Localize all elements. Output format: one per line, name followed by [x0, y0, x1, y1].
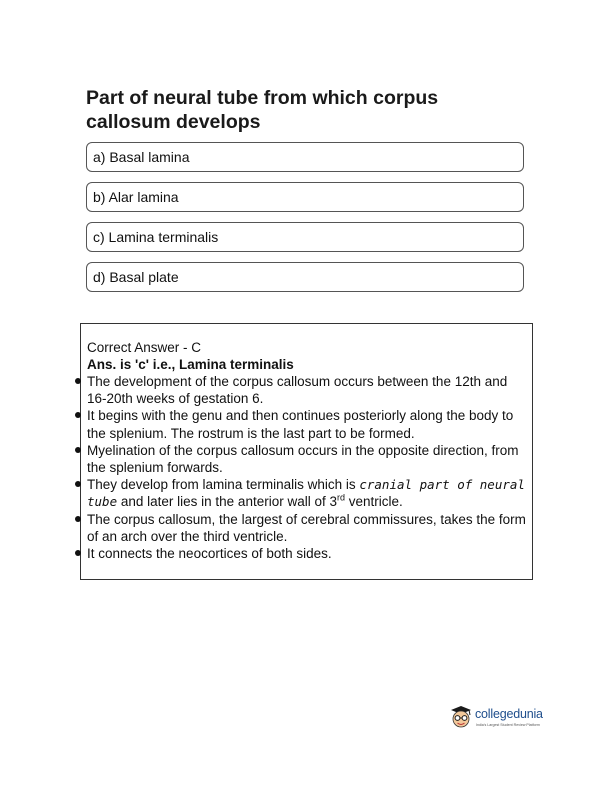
bullet-text-4-post: ventricle. [345, 494, 403, 510]
bullet-text-1: The development of the corpus callosum occurs between the 12th and 16-20th weeks of gestation 6. [87, 374, 508, 407]
bullet-text-4-italic: cranial part of neural tube [87, 477, 525, 510]
logo-tagline: India's Largest Student Review Platform [476, 723, 540, 727]
explanation-list [87, 373, 527, 562]
mascot-icon [449, 704, 473, 730]
correct-answer: Correct Answer - C [87, 340, 202, 355]
list-item [87, 373, 527, 407]
list-item [87, 476, 527, 510]
question-title: Part of neural tube from which corpus callosum develops [86, 87, 439, 133]
answer-heading: Ans. is 'c' i.e., Lamina terminalis [87, 357, 294, 372]
bullet-text-6: It connects the neocortices of both sides. [87, 546, 332, 562]
option-d[interactable]: d) Basal plate [86, 262, 524, 292]
bullet-text-2: It begins with the genu and then continues posteriorly along the body to the splenium. The rostrum is the last part to be formed. [87, 408, 514, 441]
bullet-text-4-sup: rd [336, 492, 345, 503]
logo-text: collegedunia [475, 707, 543, 721]
list-item [87, 545, 527, 562]
bullet-text-5: The corpus callosum, the largest of cerebral commissures, takes the form of an arch over the third ventricle. [87, 511, 526, 544]
list-item [87, 511, 527, 545]
collegedunia-logo [449, 704, 544, 734]
option-a[interactable]: a) Basal lamina [86, 142, 524, 172]
option-c[interactable]: c) Lamina terminalis [86, 222, 524, 252]
list-item [87, 442, 527, 476]
option-b[interactable]: b) Alar lamina [86, 182, 524, 212]
list-item [87, 407, 527, 441]
bullet-text-4-mid: and later lies in the anterior wall of 3 [117, 494, 337, 510]
bullet-text-3: Myelination of the corpus callosum occurs in the opposite direction, from the splenium forwards. [87, 442, 519, 476]
bullet-text-4-pre: They develop from lamina terminalis which is [87, 477, 360, 493]
